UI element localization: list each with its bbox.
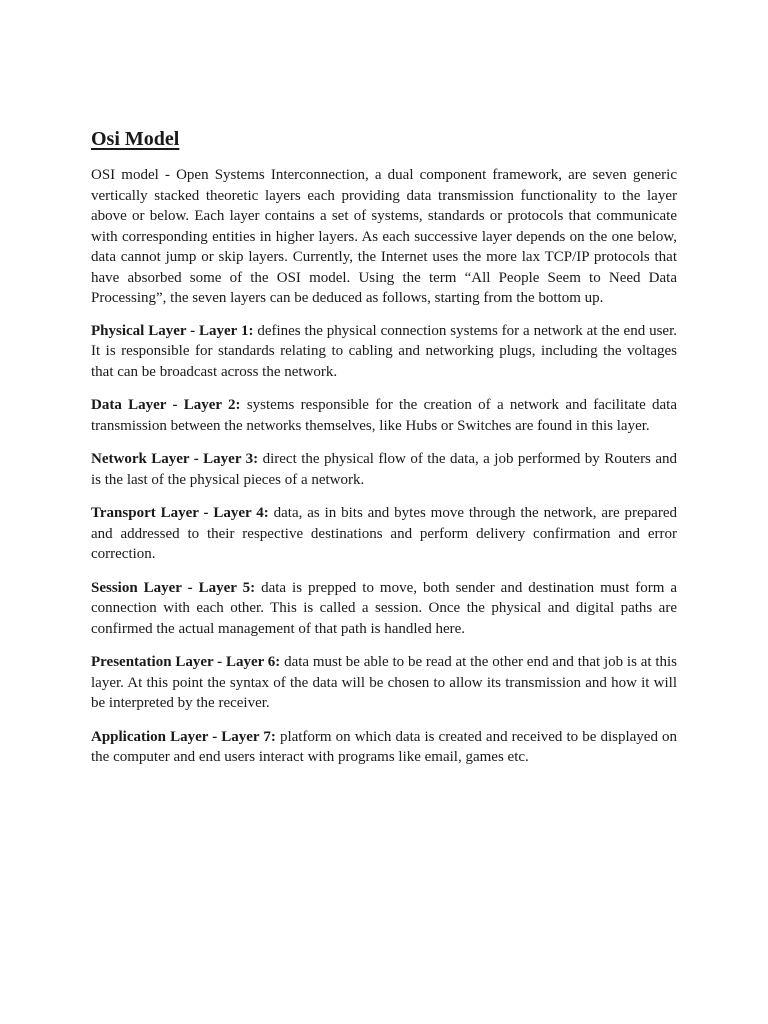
layer-4-term: Transport Layer - Layer 4: xyxy=(91,505,269,521)
intro-paragraph: OSI model - Open Systems Interconnection, a dual component framework, are seven generic vertically stacked theoretic layers each providing data transmission functionality to the layer above or below. Each layer contains a set of systems, standards or protocols that communicate with corresponding entities in higher layers. As each successive layer depends on the one below, data cannot jump or skip layers. Currently, the Internet uses the more lax TCP/IP protocols that have absorbed some of the OSI model. Using the term “All People Seem to Need Data Processing”, the seven layers can be deduced as follows, starting from the bottom up. xyxy=(91,167,677,306)
layer-3-term: Network Layer - Layer 3: xyxy=(91,451,259,467)
layer-2-description: systems responsible for the creation of a network and facilitate data transmission between the networks themselves, like Hubs or Switches are found in this layer. xyxy=(91,397,677,434)
layer-2-paragraph xyxy=(91,395,677,436)
layer-4-paragraph xyxy=(91,503,677,565)
layer-7-paragraph xyxy=(91,727,677,768)
layer-7-term: Application Layer - Layer 7: xyxy=(91,728,276,745)
layer-6-term: Presentation Layer - Layer 6: xyxy=(91,654,281,670)
layer-3-description: direct the physical flow of the data, a job performed by Routers and is the last of the physical pieces of a network. xyxy=(91,451,677,488)
layer-1-description: defines the physical connection systems for a network at the end user. It is responsible for standards relating to cabling and networking plugs, including the voltages that can be broadcast across the network. xyxy=(91,322,677,380)
document-body xyxy=(91,127,677,781)
layer-2-term: Data Layer - Layer 2: xyxy=(91,397,241,413)
layer-5-paragraph xyxy=(91,578,677,640)
layer-4-description: data, as in bits and bytes move through the network, are prepared and addressed to their respective destinations and perform delivery confirmation and error correction. xyxy=(91,505,677,562)
layer-1-term: Physical Layer - Layer 1: xyxy=(91,322,254,339)
layer-7-description: platform on which data is created and received to be displayed on the computer and end users interact with programs like email, games etc. xyxy=(91,728,678,765)
layer-5-description: data is prepped to move, both sender and destination must form a connection with each other. This is called a session. Once the physical and digital paths are confirmed the actual management of that path is handled here. xyxy=(91,579,677,637)
layer-6-description: data must be able to be read at the other end and that job is at this layer. At this point the syntax of the data will be chosen to allow its transmission and how it will be interpreted by the receiver. xyxy=(91,654,677,711)
layer-6-paragraph xyxy=(91,652,677,714)
layer-5-term: Session Layer - Layer 5: xyxy=(91,579,256,596)
document-title: Osi Model xyxy=(91,128,180,150)
layer-1-paragraph xyxy=(91,321,677,383)
layer-3-paragraph xyxy=(91,449,677,490)
